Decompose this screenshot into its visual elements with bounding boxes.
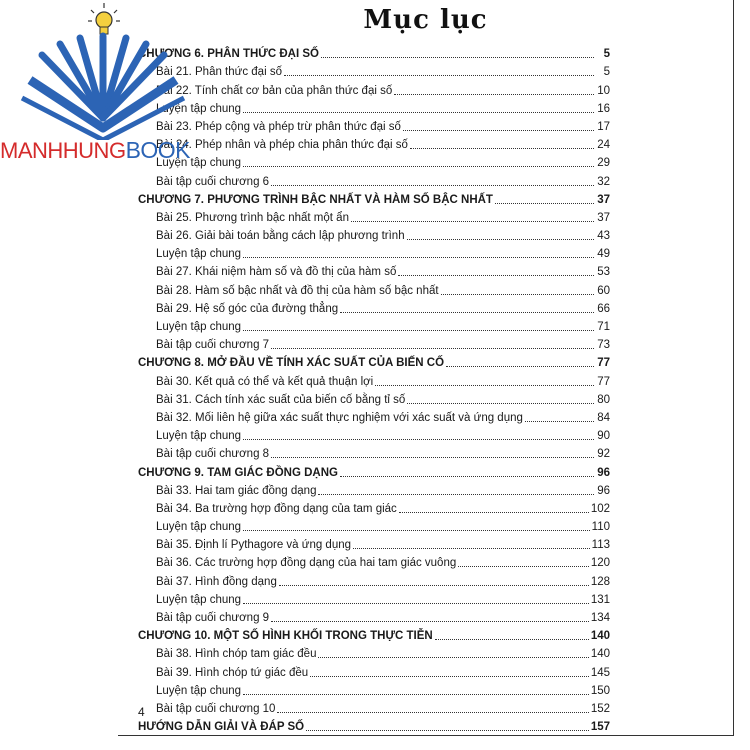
toc-entry-page: 131 <box>590 593 610 606</box>
toc-lesson-row <box>138 152 610 170</box>
toc-entry-page: 24 <box>597 139 610 152</box>
lightbulb-icon <box>88 3 120 34</box>
dot-leader <box>394 94 594 95</box>
toc-lesson-row <box>138 389 610 407</box>
book-page <box>118 0 734 736</box>
toc-entry-page: 80 <box>597 393 610 406</box>
toc-lesson-row <box>138 516 610 534</box>
dot-leader <box>271 621 589 622</box>
toc-entry-page: 73 <box>597 339 610 352</box>
toc-entry-label: Bài tập cuối chương 9 <box>156 612 270 624</box>
dot-leader <box>277 712 588 713</box>
dot-leader <box>284 75 594 76</box>
dot-leader <box>318 494 594 495</box>
toc-entry-page: 17 <box>597 120 610 133</box>
toc-lesson-row <box>138 261 610 279</box>
toc-lesson-row <box>138 243 610 261</box>
toc-entry-label: Bài 22. Tính chất cơ bản của phân thức đại số <box>156 84 393 97</box>
toc-entry-label: Luyện tập chung <box>156 593 242 606</box>
toc-entry-page: 96 <box>597 466 610 479</box>
page-title: Mục lục <box>363 5 488 35</box>
toc-entry-label: Bài 37. Hình đồng dạng <box>156 575 277 588</box>
toc-entry-label: Bài tập cuối chương 6 <box>156 175 270 188</box>
toc-entry-label: CHƯƠNG 9. TAM GIÁC ĐỒNG DẠNG <box>138 466 338 479</box>
toc-entry-page: 77 <box>597 357 610 370</box>
toc-entry-label: Luyện tập chung <box>156 684 242 697</box>
dot-leader <box>398 275 594 276</box>
toc-entry-page: 134 <box>590 612 610 624</box>
toc-lesson-row <box>138 698 610 716</box>
toc-entry-label: Bài 23. Phép cộng và phép trừ phân thức đại số <box>156 120 401 133</box>
toc-entry-page: 120 <box>590 557 610 570</box>
dot-leader <box>306 730 589 731</box>
toc-lesson-row <box>138 534 610 552</box>
toc-entry-label: CHƯƠNG 10. MỘT SỐ HÌNH KHỐI TRONG THỰC TIỄN <box>138 630 433 643</box>
toc-entry-page: 77 <box>597 375 610 388</box>
dot-leader <box>407 239 594 240</box>
dot-leader <box>243 330 594 331</box>
toc-entry-label: Bài 39. Hình chóp tứ giác đều <box>156 666 309 679</box>
toc-entry-label: Bài 32. Mối liên hệ giữa xác suất thực nghiệm với xác suất và ứng dụng <box>156 411 523 424</box>
dot-leader <box>243 439 594 440</box>
dot-leader <box>243 694 589 695</box>
toc-entry-label: Bài 38. Hình chóp tam giác đều <box>156 648 317 661</box>
toc-lesson-row <box>138 279 610 297</box>
toc-entry-label: Bài 25. Phương trình bậc nhất một ẩn <box>156 211 349 224</box>
toc-entry-label: Bài 35. Định lí Pythagore và ứng dụng <box>156 539 352 552</box>
toc-chapter-row <box>138 189 610 207</box>
toc-lesson-row <box>138 225 610 243</box>
toc-entry-label: Bài 31. Cách tính xác suất của biến cố bằng tỉ số <box>156 393 406 406</box>
dot-leader <box>243 603 589 604</box>
toc-entry-page: 128 <box>590 575 610 588</box>
dot-leader <box>271 457 594 458</box>
dot-leader <box>353 548 590 549</box>
toc-entry-label: CHƯƠNG 7. PHƯƠNG TRÌNH BẬC NHẤT VÀ HÀM SỐ BẬC NHẤT <box>138 193 493 206</box>
toc-lesson-row <box>138 79 610 97</box>
toc-entry-label: HƯỚNG DẪN GIẢI VÀ ĐÁP SỐ <box>138 721 305 734</box>
toc-lesson-row <box>138 134 610 152</box>
toc-entry-page: 92 <box>597 448 610 461</box>
toc-chapter-row <box>138 716 610 734</box>
toc-lesson-row <box>138 552 610 570</box>
toc-entry-page: 110 <box>591 521 610 534</box>
toc-lesson-row <box>138 589 610 607</box>
dot-leader <box>243 166 594 167</box>
toc-lesson-row <box>138 480 610 498</box>
toc-entry-page: 84 <box>597 411 610 424</box>
toc-entry-label: Luyện tập chung <box>156 157 242 170</box>
table-of-contents <box>138 43 610 734</box>
toc-lesson-row <box>138 643 610 661</box>
dot-leader <box>441 294 594 295</box>
dot-leader <box>407 403 594 404</box>
toc-entry-page: 43 <box>597 230 610 243</box>
toc-lesson-row <box>138 61 610 79</box>
toc-entry-label: Bài 34. Ba trường hợp đồng dạng của tam giác <box>156 502 397 515</box>
toc-lesson-row <box>138 407 610 425</box>
toc-chapter-row <box>138 461 610 479</box>
dot-leader <box>310 676 589 677</box>
toc-lesson-row <box>138 98 610 116</box>
toc-lesson-row <box>138 298 610 316</box>
dot-leader <box>271 348 594 349</box>
dot-leader <box>458 566 589 567</box>
watermark-text: MANHHUNGBOOK <box>0 137 191 163</box>
toc-chapter-row <box>138 352 610 370</box>
dot-leader <box>340 476 594 477</box>
toc-entry-page: 49 <box>597 248 610 261</box>
toc-lesson-row <box>138 316 610 334</box>
toc-lesson-row <box>138 661 610 679</box>
dot-leader <box>318 657 588 658</box>
toc-chapter-row <box>138 43 610 61</box>
toc-entry-page: 60 <box>597 284 610 297</box>
toc-entry-label: Luyện tập chung <box>156 321 242 333</box>
toc-lesson-row <box>138 334 610 352</box>
dot-leader <box>351 221 594 222</box>
toc-entry-label: Bài 33. Hai tam giác đồng dạng <box>156 484 317 497</box>
dot-leader <box>403 130 594 131</box>
dot-leader <box>410 148 594 149</box>
toc-entry-page: 102 <box>590 502 610 515</box>
dot-leader <box>243 530 590 531</box>
dot-leader <box>495 203 594 204</box>
toc-entry-page: 37 <box>597 211 610 224</box>
toc-entry-label: Bài 36. Các trường hợp đồng dạng của hai tam giác vuông <box>156 557 457 570</box>
toc-lesson-row <box>138 680 610 698</box>
toc-entry-label: Luyện tập chung <box>156 521 242 534</box>
toc-lesson-row <box>138 607 610 625</box>
dot-leader <box>446 366 594 367</box>
toc-chapter-row <box>138 625 610 643</box>
toc-lesson-row <box>138 207 610 225</box>
toc-entry-page: 37 <box>597 193 610 206</box>
dot-leader <box>243 112 594 113</box>
toc-entry-page: 66 <box>597 302 610 315</box>
toc-entry-page: 16 <box>597 102 610 115</box>
toc-entry-label: Bài 27. Khái niệm hàm số và đồ thị của hàm số <box>156 266 397 279</box>
toc-entry-label: Bài tập cuối chương 10 <box>156 702 276 715</box>
toc-entry-label: Luyện tập chung <box>156 102 242 115</box>
toc-entry-page: 157 <box>590 721 610 734</box>
toc-entry-label: Bài 24. Phép nhân và phép chia phân thức đại số <box>156 139 408 152</box>
toc-entry-page: 113 <box>591 539 610 552</box>
toc-lesson-row <box>138 116 610 134</box>
dot-leader <box>279 585 589 586</box>
toc-lesson-row <box>138 443 610 461</box>
toc-entry-page: 29 <box>597 157 610 170</box>
dot-leader <box>271 185 594 186</box>
dot-leader <box>435 639 589 640</box>
dot-leader <box>243 257 594 258</box>
dot-leader <box>375 385 594 386</box>
page-number: 4 <box>138 705 145 719</box>
toc-entry-page: 140 <box>590 630 610 643</box>
toc-lesson-row <box>138 498 610 516</box>
toc-entry-label: Bài 30. Kết quả có thể và kết quả thuận lợi <box>156 375 374 388</box>
toc-entry-page: 5 <box>603 48 610 61</box>
dot-leader <box>399 512 589 513</box>
toc-lesson-row <box>138 170 610 188</box>
toc-lesson-row <box>138 570 610 588</box>
toc-entry-page: 53 <box>597 266 610 279</box>
toc-entry-page: 5 <box>603 66 610 79</box>
toc-entry-page: 71 <box>597 321 610 333</box>
toc-entry-page: 90 <box>597 430 610 443</box>
toc-entry-page: 96 <box>597 484 610 497</box>
toc-entry-label: Bài tập cuối chương 8 <box>156 448 270 461</box>
toc-entry-page: 140 <box>590 648 610 661</box>
toc-lesson-row <box>138 425 610 443</box>
toc-entry-label: Luyện tập chung <box>156 248 242 261</box>
toc-lesson-row <box>138 370 610 388</box>
toc-entry-label: Bài 26. Giải bài toán bằng cách lập phương trình <box>156 230 405 243</box>
toc-entry-label: CHƯƠNG 6. PHÂN THỨC ĐẠI SỐ <box>138 48 319 61</box>
dot-leader <box>525 421 594 422</box>
toc-entry-label: CHƯƠNG 8. MỞ ĐẦU VỀ TÍNH XÁC SUẤT CỦA BIẾN CỐ <box>138 357 445 370</box>
toc-entry-page: 10 <box>597 84 610 97</box>
toc-entry-page: 145 <box>590 666 610 679</box>
toc-entry-label: Bài 29. Hệ số góc của đường thẳng <box>156 302 339 315</box>
dot-leader <box>321 57 594 58</box>
toc-entry-page: 150 <box>590 684 610 697</box>
toc-entry-page: 32 <box>597 175 610 188</box>
toc-entry-label: Bài tập cuối chương 7 <box>156 339 270 352</box>
toc-entry-page: 152 <box>590 702 610 715</box>
toc-entry-label: Luyện tập chung <box>156 430 242 443</box>
dot-leader <box>340 312 594 313</box>
toc-entry-label: Bài 21. Phân thức đại số <box>156 66 282 79</box>
toc-entry-label: Bài 28. Hàm số bậc nhất và đồ thị của hàm số bậc nhất <box>156 284 439 297</box>
